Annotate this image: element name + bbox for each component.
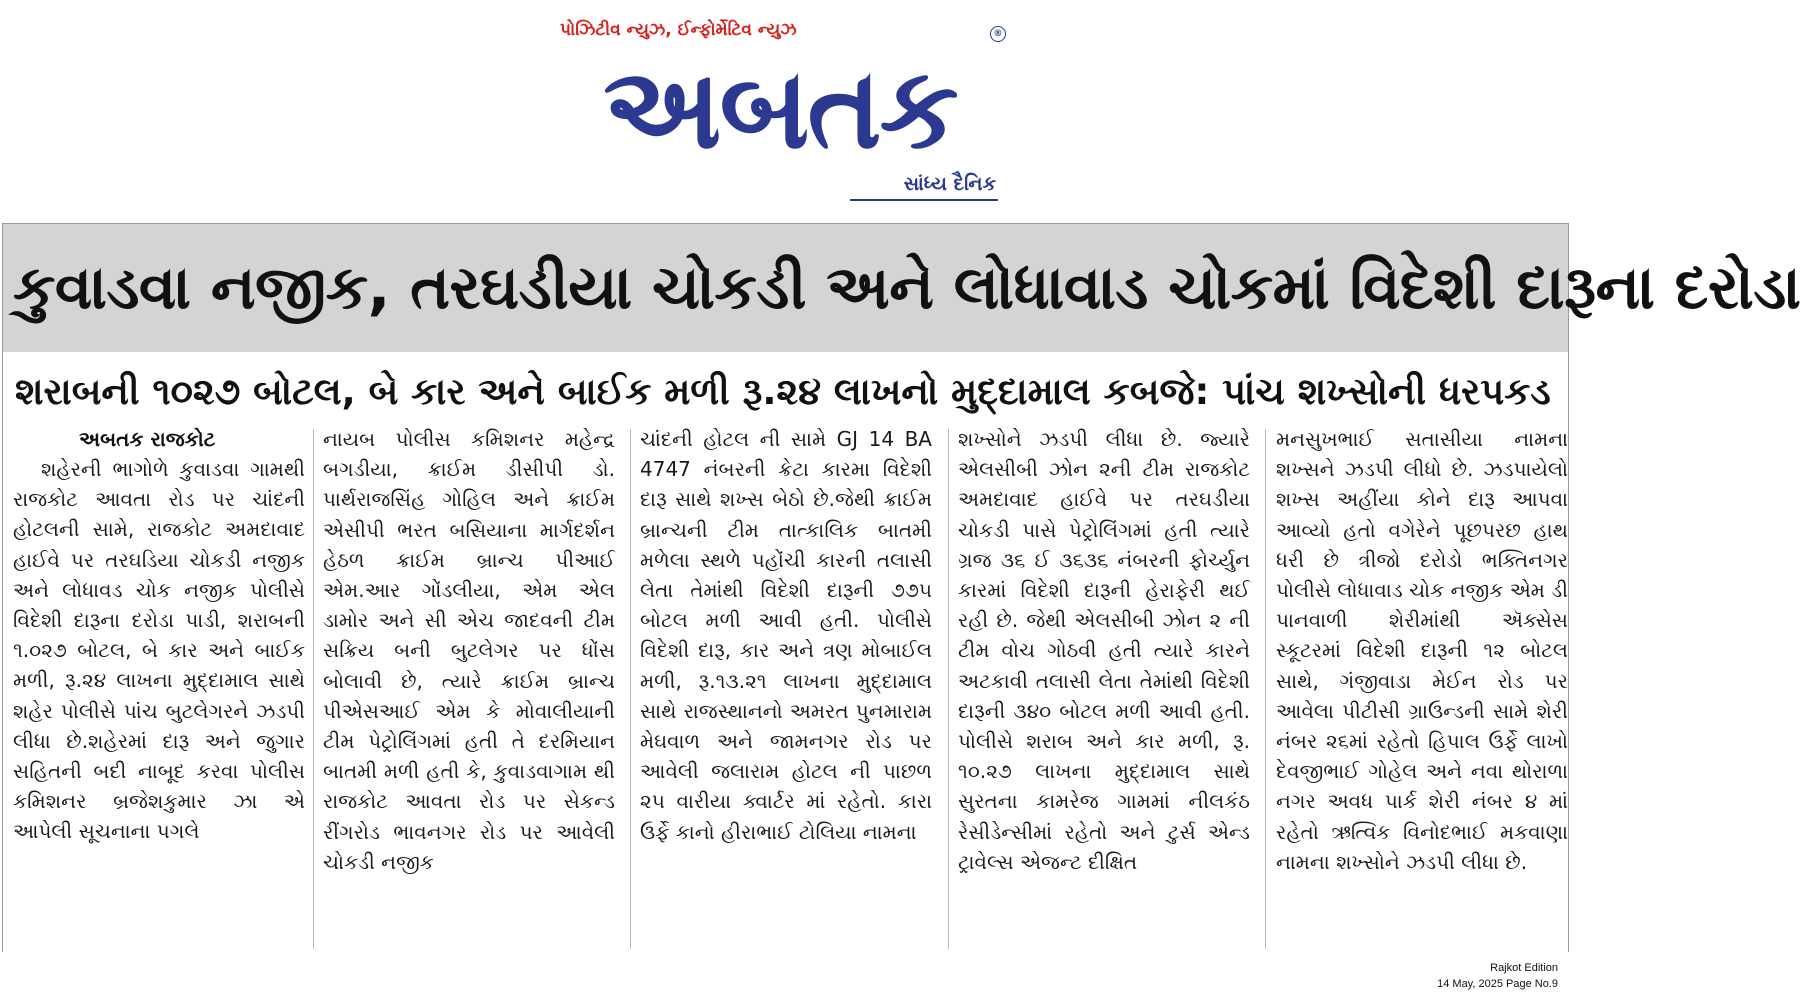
- headline-band: [3, 224, 1801, 352]
- newspaper-logo: [560, 44, 1000, 174]
- column-text: શખ્સોને ઝડપી લીધા છે. જ્યારે એલસીબી ઝોન ૨ની ટીમ રાજકોટ અમદાવાદ હાઈવે પર તરઘડીયા ચોકડી પાસે પેટ્રોલિંગમાં હતી ત્યારે ગ્રજ ૩૬ ઈ ૩૬૩૬ નંબરની ફોર્ચ્યુન કારમાં વિદેશી દારૂની હેરાફેરી થઈ રહી છે. જેથી એલસીબી ઝોન ૨ ની ટીમ વોચ ગોઠવી હતી ત્યારે કારને અટકાવી તલાસી લેતા તેમાંથી વિદેશી દારૂની ૩૪૦ બોટલ મળી આવી હતી. પોલીસે શરાબ અને કાર મળી, રૂ. ૧૦.૨૭ લાખના મુદ્દામાલ સાથે સુરતના કામરેજ ગામમાં નીલકંઠ રેસીડેન્સીમાં રહેતો અને ટુર્સ એન્ડ ટ્રાવેલ્સ એજન્ટ દીક્ષિત: [958, 427, 1250, 874]
- article-column-1: [13, 424, 305, 952]
- masthead-subtitle: સાંધ્ય દૈનિક: [903, 173, 996, 195]
- article-dateline: અબતક રાજકોટ: [79, 427, 216, 451]
- masthead-tagline: પોઝિટીવ ન્યુઝ, ઈન્ફોર્મેટિવ ન્યુઝ: [560, 20, 797, 40]
- news-article: [2, 223, 1801, 952]
- article-subheadline: શરાબની ૧૦૨૭ બોટલ, બે કાર અને બાઈક મળી રૂ.૨૪ લાખનો મુદ્દામાલ કબજે: પાંચ શખ્સોની ધરપકડ: [15, 370, 1551, 413]
- masthead: [0, 0, 1569, 215]
- edition-name: Rajkot Edition: [1490, 962, 1558, 974]
- logo-wordmark: અબતક: [603, 44, 957, 174]
- column-text: નાયબ પોલીસ કમિશનર મહેન્દ્ર બગડીયા, ક્રાઈમ ડીસીપી ડો. પાર્થરાજસિંહ ગોહિલ અને ક્રાઈમ એસીપી ભરત બસિયાના માર્ગદર્શન હેઠળ ક્રાઈમ બ્રાન્ચ પીઆઈ એમ.આર ગોંડલીયા, એમ એલ ડામોર અને સી એચ જાદવની ટીમ સક્રિય બની બુટલેગર પર ધોંસ બોલાવી છે, ત્યારે ક્રાઈમ બ્રાન્ચ પીએસઆઈ એમ કે મોવાલીયાની ટીમ પેટ્રોલિંગમાં હતી તે દરમિયાન બાતમી મળી હતી કે, કુવાડવાગામ થી રાજકોટ આવતા રોડ પર સેકન્ડ રીંગરોડ ભાવનગર રોડ પર આવેલી ચોકડી નજીક: [323, 427, 615, 874]
- column-text: શહેરની ભાગોળે કુવાડવા ગામથી રાજકોટ આવતા રોડ પર ચાંદની હોટલની સામે, રાજકોટ અમદાવાદ હાઈવે પર તરઘડિયા ચોકડી નજીક અને લોધાવડ ચોક નજીક પોલીસે વિદેશી દારૂના દરોડા પાડી, શરાબની ૧.૦૨૭ બોટલ, બે કાર અને બાઈક મળી, રૂ.૨૪ લાખના મુદ્દામાલ સાથે શહેર પોલીસે પાંચ બુટલેગરને ઝડપી લીધા છે.શહેરમાં દારૂ અને જુગાર સહિતની બદી નાબૂદ કરવા પોલીસ કમિશનર બ્રજેશકુમાર ઝા એ આપેલી સૂચનાના પગલે: [13, 457, 305, 844]
- column-text: ચાંદની હોટલ ની સામે GJ 14 BA 4747 નંબરની ક્રેટા કારમા વિદેશી દારૂ સાથે શખ્સ બેઠો છે.જેથી ક્રાઈમ બ્રાન્ચની ટીમ તાત્કાલિક બાતમી મળેલા સ્થળે પહોંચી કારની તલાસી લેતા તેમાંથી વિદેશી દારૂની ૭૭૫ બોટલ મળી આવી હતી. પોલીસે વિદેશી દારૂ, કાર અને ત્રણ મોબાઈલ મળી, રૂ.૧૩.૨૧ લાખના મુદ્દામાલ સાથે રાજસ્થાનનો અમરત પુનમારામ મેઘવાળ અને જામનગર રોડ પર આવેલી જલારામ હોટલ ની પાછળ ૨૫ વારીયા ક્વાર્ટર માં રહેતો. કારા ઉર્ફે કાનો હીરાભાઈ ટોલિયા નામના: [640, 427, 932, 844]
- edition-date-page: 14 May, 2025 Page No.9: [1437, 978, 1558, 990]
- edition-info: [1380, 960, 1558, 992]
- column-text: મનસુખભાઈ સતાસીયા નામના શખ્સને ઝડપી લીધો છે. ઝડપાયેલો શખ્સ અહીંયા કોને દારૂ આપવા આવ્યો હતો વગેરેને પૂછપરછ હાથ ધરી છે ત્રીજો દરોડો ભક્તિનગર પોલીસે લોધાવાડ ચોક નજીક એમ ડી પાનવાળી શેરીમાંથી ઍક્સેસ સ્કૂટરમાં વિદેશી દારૂની ૧૨ બોટલ સાથે, ગંજીવાડા મેઈન રોડ પર આવેલા પીટીસી ગ્રાઉન્ડની સામે શેરી નંબર ૨૬માં રહેતો હિપાલ ઉર્ફે લાખો દેવજીભાઈ ગોહેલ અને નવા થોરાળા નગર અવધ પાર્ક શેરી નંબર ૪ માં રહેતો ઋત્વિક વિનોદભાઈ મકવાણા નામના શખ્સોને ઝડપી લીધા છે.: [1276, 427, 1568, 874]
- article-column-5: [1276, 424, 1568, 952]
- registered-mark-icon: ®: [990, 26, 1006, 42]
- article-column-2: [323, 424, 615, 952]
- subtitle-underline: [850, 199, 998, 201]
- article-headline: કુવાડવા નજીક, તરઘડીયા ચોકડી અને લોધાવાડ ચોકમાં વિદેશી દારૂના દરોડા: [13, 253, 1801, 323]
- article-column-4: [958, 424, 1250, 952]
- article-columns: [3, 424, 1568, 952]
- article-column-3: [640, 424, 932, 952]
